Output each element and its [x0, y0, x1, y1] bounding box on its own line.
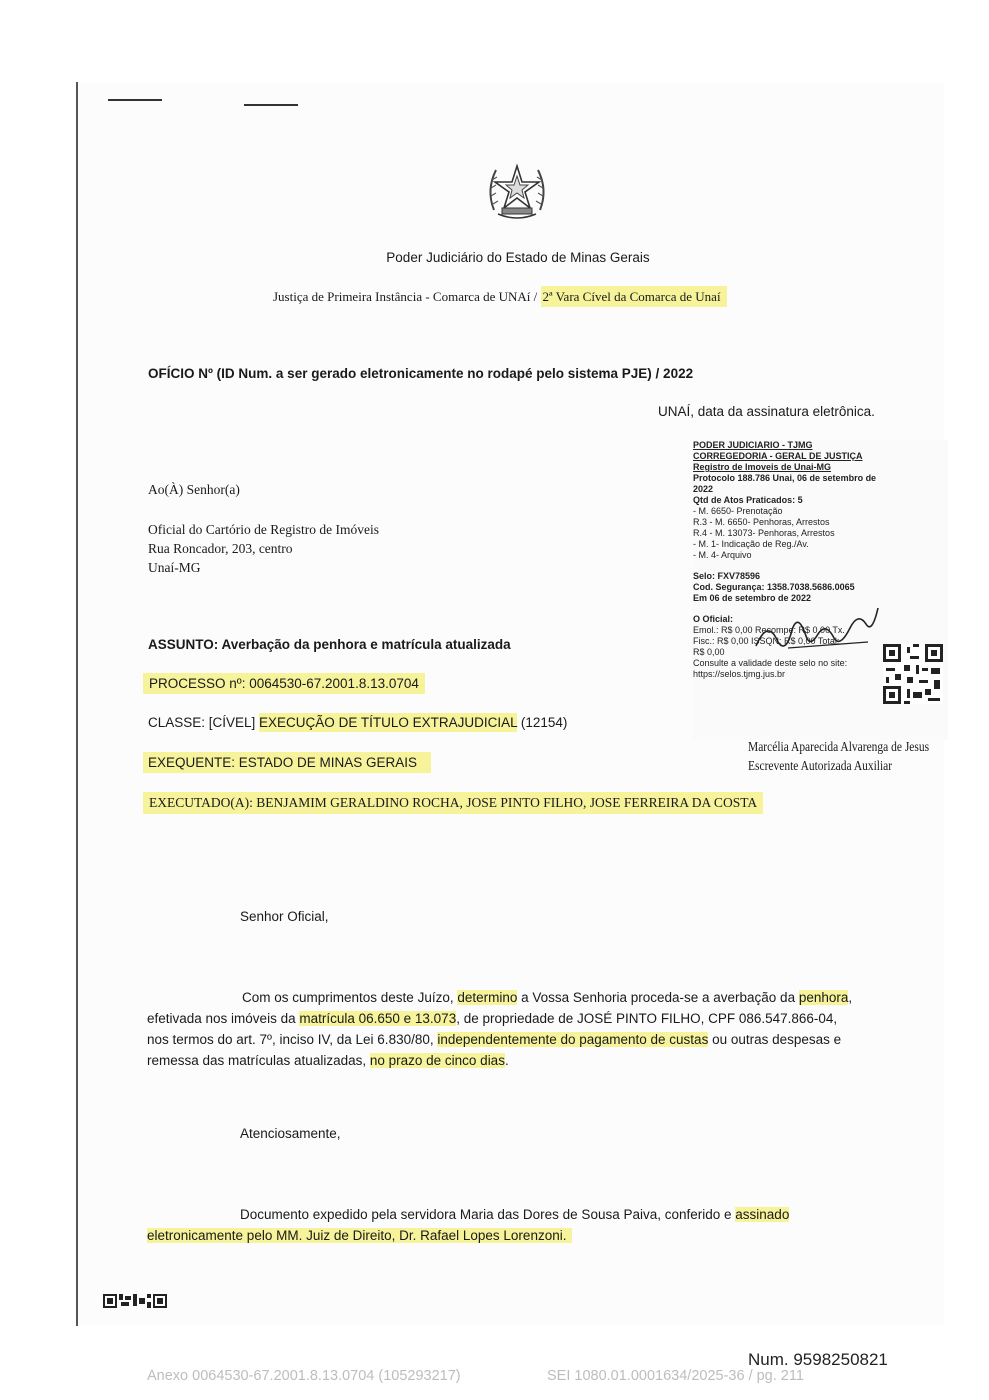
clerk-stamp [748, 738, 929, 776]
recipient-line: Oficial do Cartório de Registro de Imóveis [148, 522, 379, 537]
recipient-line: Rua Roncador, 203, centro [148, 541, 293, 556]
stamp-line: https://selos.tjmg.jus.br [693, 669, 786, 679]
jurisdiction-court: 2ª Vara Cível da Comarca de Unaí [541, 286, 727, 307]
stamp-line: - M. 4- Arquivo [693, 550, 752, 560]
body-line [147, 1008, 887, 1029]
processo-number: 0064530-67.2001.8.13.0704 [249, 676, 419, 691]
barcode-qr-icon [103, 1294, 167, 1310]
stamp-line: Fisc.: R$ 0,00 ISSQN: R$ 0,00 Total: [693, 636, 840, 646]
stamp-line: Protocolo 188.786 Unai, 06 de setembro de [693, 473, 877, 483]
body-line [147, 987, 887, 1008]
body-text: Documento expedido pela servidora Maria das Dores de Sousa Paiva, conferido e [240, 1207, 736, 1222]
scan-mark [244, 104, 298, 106]
jurisdiction-prefix: Justiça de Primeira Instância - Comarca de UNAí / [273, 289, 541, 304]
clerk-name: Marcélia Aparecida Alvarenga de Jesus [748, 740, 930, 755]
stamp-line: Consulte a validade deste selo no site: [693, 658, 848, 668]
body-text: nos termos do art. 7º, inciso IV, da Lei 6.830/80, [147, 1032, 438, 1047]
highlighted-text: matrícula 06.650 e 13.073 [299, 1011, 457, 1026]
body-text: a Vossa Senhoria proceda-se a averbação da [517, 990, 799, 1005]
clerk-role: Escrevente Autorizada Auxiliar [748, 759, 893, 774]
classe-value: EXECUÇÃO DE TÍTULO EXTRAJUDICIAL [259, 715, 518, 730]
qr-code-icon [883, 643, 943, 705]
stamp-line: Emol.: R$ 0,00 Recompe: R$ 0,00 Tx. [693, 625, 845, 635]
stamp-line: 2022 [693, 484, 714, 494]
body-line [147, 1225, 887, 1246]
stamp-line: R.3 - M. 6650- Penhoras, Arrestos [693, 517, 830, 527]
scan-mark [108, 99, 162, 101]
executado-line: EXECUTADO(A): BENJAMIM GERALDINO ROCHA, JOSE PINTO FILHO, JOSE FERREIRA DA COSTA [143, 792, 763, 814]
processo-line [143, 673, 425, 694]
document-number: Num. 9598250821 [748, 1350, 888, 1369]
classe-code: (12154) [517, 715, 568, 730]
highlighted-text: penhora [798, 990, 849, 1005]
highlighted-text: no prazo de cinco dias [369, 1053, 505, 1068]
recipient-address [148, 520, 379, 577]
stamp-line: CORREGEDORIA - GERAL DE JUSTIÇA [693, 451, 863, 461]
stamp-line: Registro de Imoveis de Unai-MG [693, 462, 832, 472]
jurisdiction-line [273, 289, 727, 305]
highlighted-text: determino [457, 990, 518, 1005]
assunto-line: ASSUNTO: Averbação da penhora e matrícula atualizada [148, 637, 511, 652]
annex-reference: Anexo 0064530-67.2001.8.13.0704 (105293217) [147, 1368, 461, 1384]
body-paragraph [147, 987, 887, 1071]
stamp-line: - M. 6650- Prenotação [693, 506, 783, 516]
stamp-line: Em 06 de setembro de 2022 [693, 593, 812, 603]
sei-reference: SEI 1080.01.0001634/2025-36 / pg. 211 [547, 1368, 804, 1384]
body-text: remessa das matrículas atualizadas, [147, 1053, 370, 1068]
stamp-line: O Oficial: [693, 614, 734, 624]
body-text: , [848, 990, 853, 1005]
stamp-line: Qtd de Atos Praticados: 5 [693, 495, 803, 505]
body-text: Com os cumprimentos deste Juízo, [242, 990, 458, 1005]
classe-line [148, 715, 567, 730]
highlighted-text: assinado [735, 1207, 790, 1222]
place-date: UNAÍ, data da assinatura eletrônica. [658, 404, 875, 419]
body-text: , de propriedade de JOSÉ PINTO FILHO, CPF 086.547.866-04, [456, 1011, 838, 1026]
stamp-line: - M. 1- Indicação de Reg./Av. [693, 539, 809, 549]
body-line [147, 1050, 887, 1071]
stamp-line: Selo: FXV78596 [693, 571, 761, 581]
recipient-salutation: Ao(À) Senhor(a) [148, 482, 240, 497]
highlighted-text: independentemente do pagamento de custas [437, 1032, 709, 1047]
institution-title: Poder Judiciário do Estado de Minas Gerais [386, 250, 650, 265]
body-line [147, 1029, 887, 1050]
greeting: Senhor Oficial, [240, 909, 329, 924]
exequente-line: EXEQUENTE: ESTADO DE MINAS GERAIS [143, 752, 431, 773]
classe-prefix: CLASSE: [CÍVEL] [148, 715, 260, 730]
stamp-line: Cod. Segurança: 1358.7038.5686.0065 [693, 582, 855, 592]
stamp-line: R.4 - M. 13073- Penhoras, Arrestos [693, 528, 835, 538]
body-text: efetivada nos imóveis da [147, 1011, 300, 1026]
highlighted-text: eletronicamente pelo MM. Juiz de Direito, Dr. Rafael Lopes Lorenzoni. [147, 1228, 572, 1243]
handwritten-signature [748, 598, 888, 658]
stamp-line: PODER JUDICIARIO - TJMG [693, 440, 813, 450]
body-line [147, 1204, 887, 1225]
signature-paragraph [147, 1204, 887, 1246]
body-text: . [504, 1053, 509, 1068]
processo-label: PROCESSO nº: [149, 676, 250, 691]
coat-of-arms-emblem [484, 160, 550, 222]
recipient-line: Unaí-MG [148, 560, 201, 575]
stamp-line: R$ 0,00 [693, 647, 725, 657]
body-text: ou outras despesas e [708, 1032, 842, 1047]
oficio-title: OFÍCIO Nº (ID Num. a ser gerado eletronicamente no rodapé pelo sistema PJE) / 2022 [148, 366, 694, 381]
closing: Atenciosamente, [240, 1126, 341, 1141]
